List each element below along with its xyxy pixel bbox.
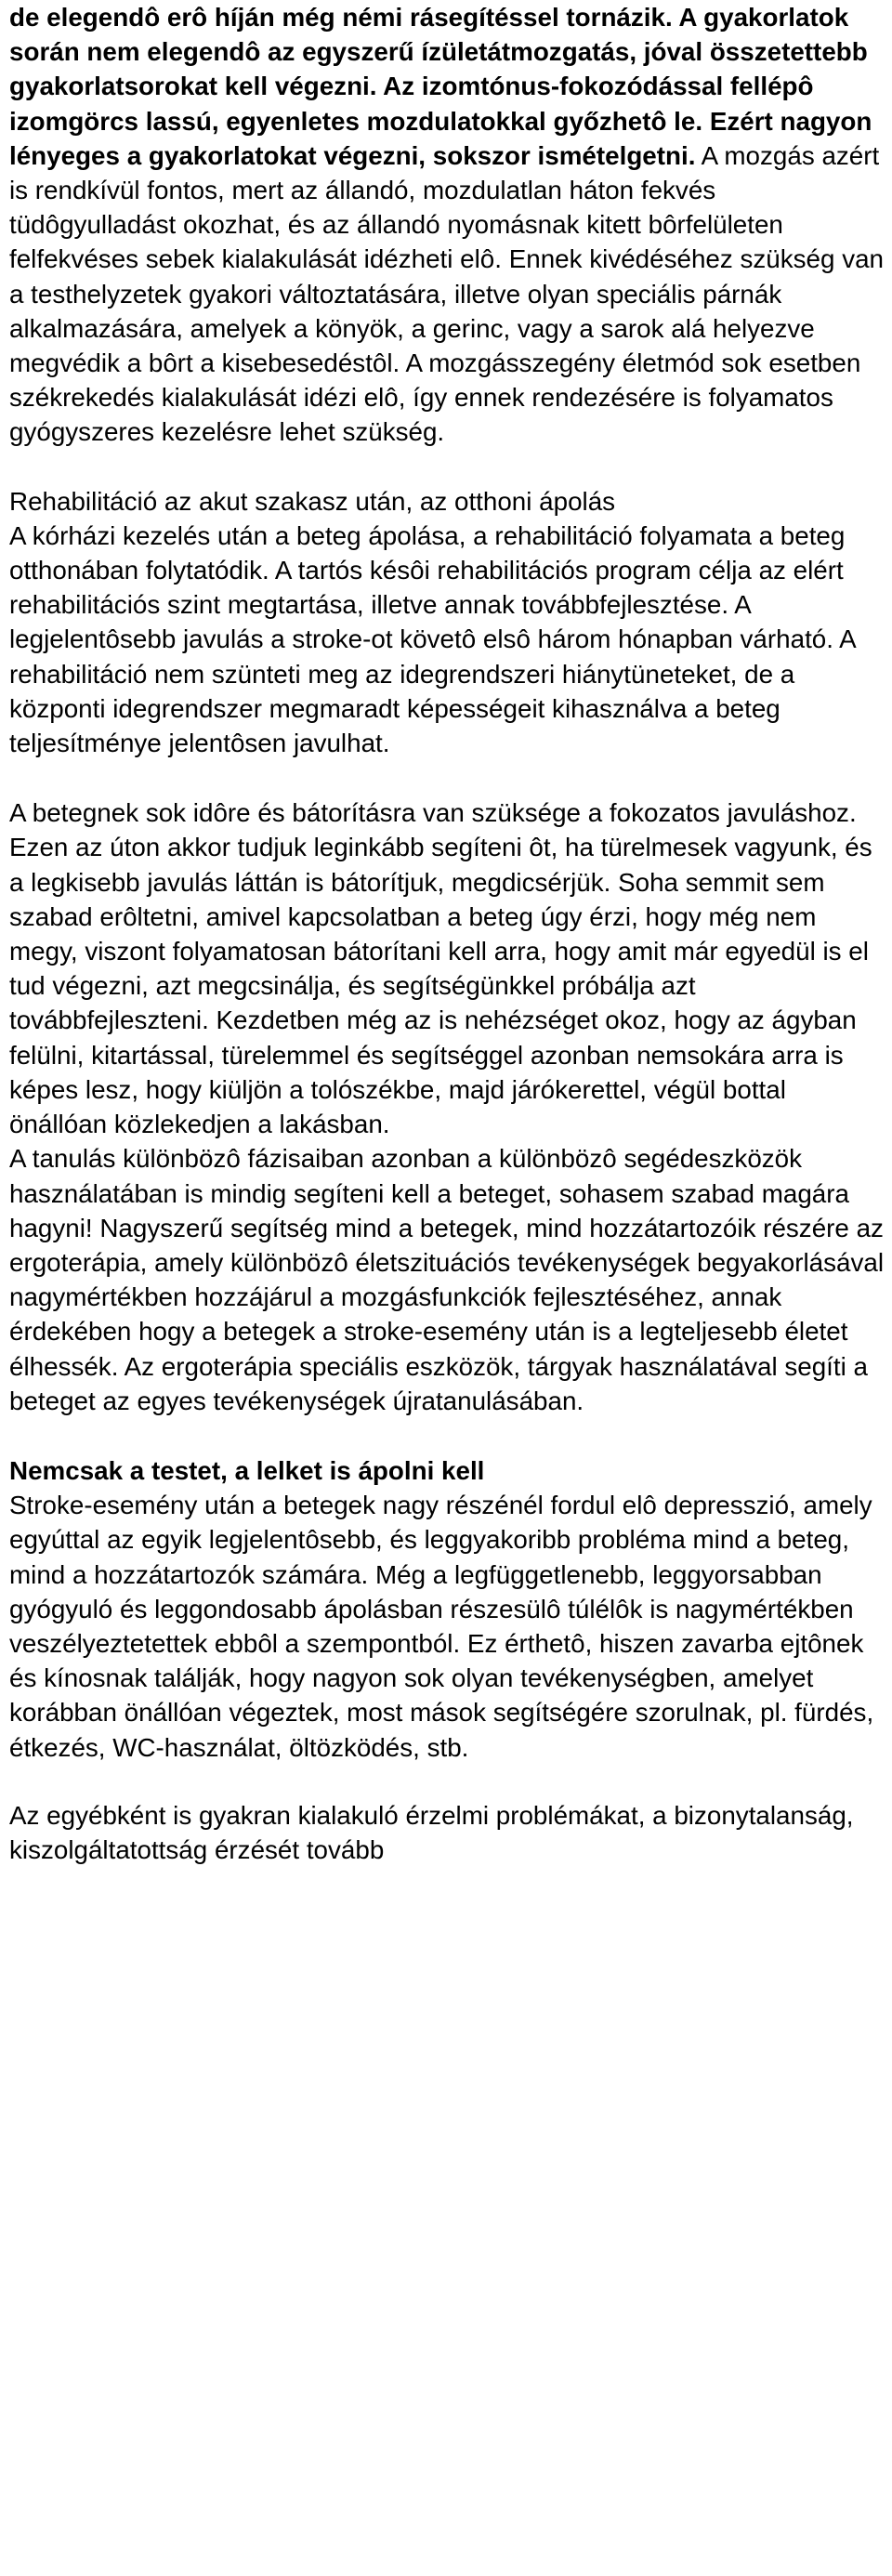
rehab-paragraph: A kórházi kezelés után a beteg ápolása, a rehabilitáció folyamata a beteg otthonában folytatódik. A tartós késôi rehabilitációs program célja az elért rehabilitációs szint megtartása, illetve annak továbbfejlesztése. A legjelentôsebb javulás a stroke-ot követô elsô három hónapban várható. A rehabilitáció nem szünteti meg az idegrendszeri hiánytüneteket, de a központi idegrendszer megmaradt képességeit kihasználva a beteg teljesítménye jelentôsen javulhat.: [9, 520, 856, 758]
intro-paragraph: [9, 0, 886, 450]
intro-bold-text: de elegendô erô híján még némi rásegítéssel tornázik. A gyakorlatok során nem elegendô az egyszerű ízületátmozgatás, jóval összetettebb gyakorlatsorokat kell végezni. Az izomtónus-fokozódással fellépô izomgörcs lassú, egyenletes mozdulatokkal győzhetô le. Ezért nagyon lényeges a gyakorlatokat végezni, sokszor ismételgetni.: [9, 3, 872, 170]
rehab-heading: Rehabilitáció az akut szakasz után, az otthoni ápolás: [9, 486, 616, 516]
intro-normal-text: A mozgás azért is rendkívül fontos, mert az állandó, mozdulatlan háton fekvés tüdôgyulladást okozhat, és az állandó nyomásnak kitett bôrfelületen felfekvéses sebek kialakulását idézheti elô. Ennek kivédéséhez szükség van a testhelyzetek gyakori változtatására, illetve olyan speciális párnák alkalmazására, amelyek a könyök, a gerinc, vagy a sarok alá helyezve megvédik a bôrt a kisebesedéstôl. A mozgásszegény életmód sok esetben székrekedés kialakulását idézi elô, így ennek rendezésére is folyamatos gyógyszeres kezelésre lehet szükség.: [9, 140, 885, 447]
patience-paragraph-2: A tanulás különbözô fázisaiban azonban a különbözô segédeszközök használatában is mindig segíteni kell a beteget, sohasem szabad magára hagyni! Nagyszerű segítség mind a betegek, mind hozzátartozóik részére az ergoterápia, amely különbözô életszituációs tevékenységek begyakorlásával nagymértékben hozzájárul a mozgásfunkciók fejlesztéséhez, annak érdekében hogy a betegek a stroke-esemény után is a legteljesebb életet élhessék. Az ergoterápia speciális eszközök, tárgyak használatával segíti a beteget az egyes tevékenységek újratanulásában.: [9, 1144, 885, 1415]
emotion-paragraph: Az egyébként is gyakran kialakuló érzelmi problémákat, a bizonytalanság, kiszolgáltatottság érzését tovább: [9, 1800, 854, 1864]
document-page: [9, 0, 886, 1867]
patience-paragraph: A betegnek sok idôre és bátorításra van szüksége a fokozatos javuláshoz. Ezen az úton akkor tudjuk leginkább segíteni ôt, ha türelmesek vagyunk, és a legkisebb javulás láttán is bátorítjuk, megdicsérjük. Soha semmit sem szabad erôltetni, amivel kapcsolatban a beteg úgy érzi, hogy még nem megy, viszont folyamatosan bátorítani kell arra, hogy amit már egyedül is el tud végezni, azt megcsinálja, és segítségünkkel próbálja azt továbbfejleszteni. Kezdetben még az is nehézséget okoz, hogy az ágyban felülni, kitartással, türelemmel és segítséggel azonban nemsokára arra is képes lesz, hogy kiüljön a tolószékbe, majd járókerettel, végül bottal önállóan közlekedjen a lakásban.: [9, 798, 872, 1139]
soul-paragraph: Stroke-esemény után a betegek nagy részénél fordul elô depresszió, amely egyúttal az egyik legjelentôsebb, és leggyakoribb probléma mind a beteg, mind a hozzátartozók számára. Még a legfüggetlenebb, leggyorsabban gyógyuló és leggondosabb ápolásban részesülô túlélôk is nagymértékben veszélyeztetettek ebbôl a szempontból. Ez érthetô, hiszen zavarba ejtônek és kínosnak találják, hogy nagyon sok olyan tevékenységben, amelyet korábban önállóan végeztek, most mások segítségére szorulnak, pl. fürdés, étkezés, WC-használat, öltözködés, stb.: [9, 1491, 874, 1762]
soul-heading: Nemcsak a testet, a lelket is ápolni kell: [9, 1455, 485, 1485]
